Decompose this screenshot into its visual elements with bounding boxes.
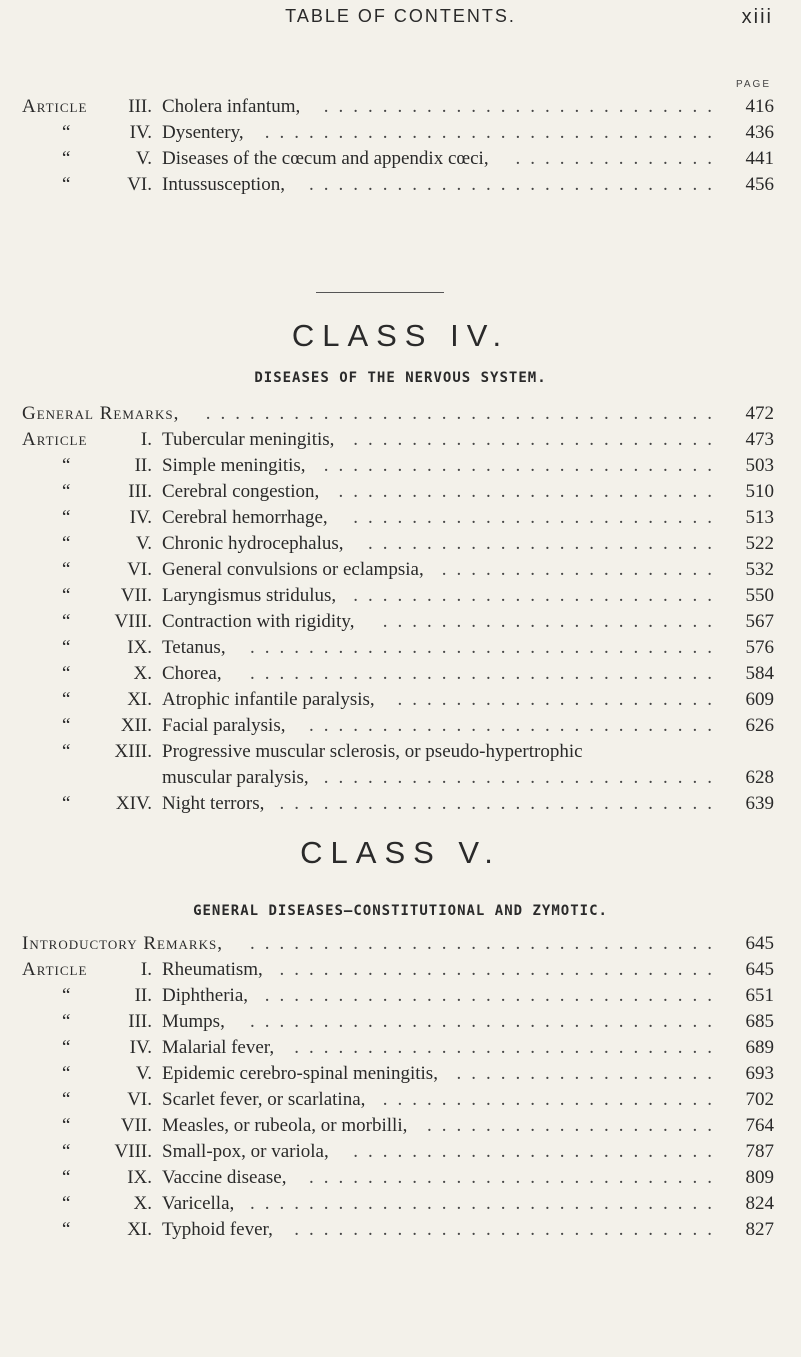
entry-label: “ <box>62 174 71 195</box>
entry-page: 689 <box>745 1037 774 1058</box>
entry-label: “ <box>62 689 71 710</box>
entry-page: 628 <box>745 767 774 788</box>
entry-page: 702 <box>745 1089 774 1110</box>
entry-label: “ <box>62 985 71 1006</box>
intro-page: 645 <box>745 933 774 954</box>
leader-dots: ......................... <box>353 429 722 450</box>
leader-dots: ............................. <box>294 1037 722 1058</box>
entry-page: 639 <box>745 793 774 814</box>
entry-title: Cerebral hemorrhage, <box>162 507 328 528</box>
class5-subheading: GENERAL DISEASES—CONSTITUTIONAL AND ZYMOTIC. <box>193 903 608 919</box>
toc-entry <box>22 661 774 687</box>
entry-number: IV. <box>129 1037 152 1058</box>
entry-number: VI. <box>127 174 152 195</box>
toc-entry <box>22 791 774 817</box>
leader-dots: ................................... <box>205 403 722 424</box>
entry-number: VII. <box>120 1115 152 1136</box>
toc-entry <box>22 505 774 531</box>
running-title: TABLE OF CONTENTS. <box>285 6 516 26</box>
entry-number: VIII. <box>114 1141 152 1162</box>
entry-title: Night terrors, <box>162 793 265 814</box>
leader-dots: ....................... <box>382 611 722 632</box>
leader-dots: ........................ <box>368 533 722 554</box>
leader-dots: .................. <box>456 1063 722 1084</box>
class4-heading: CLASS IV. <box>291 318 510 353</box>
entry-number: XI. <box>127 1219 152 1240</box>
leader-dots: ................................ <box>250 933 722 954</box>
toc-entry <box>22 765 774 791</box>
entry-page: 576 <box>745 637 774 658</box>
toc-entry <box>22 1139 774 1165</box>
divider-rule <box>316 292 444 293</box>
entry-title: Typhoid fever, <box>162 1219 273 1240</box>
toc-entry <box>22 1191 774 1217</box>
entry-number: X. <box>133 663 152 684</box>
entry-number: IV. <box>129 507 152 528</box>
entry-page: 764 <box>745 1115 774 1136</box>
toc-entry <box>22 453 774 479</box>
toc-entry <box>22 120 774 146</box>
toc-entry <box>22 94 774 120</box>
entry-title: Measles, or rubeola, or morbilli, <box>162 1115 408 1136</box>
entry-title: muscular paralysis, <box>162 767 309 788</box>
toc-entry <box>22 713 774 739</box>
entry-page: 550 <box>745 585 774 606</box>
entry-number: V. <box>135 1063 152 1084</box>
toc-entry <box>22 146 774 172</box>
class4-intro-row <box>22 401 774 427</box>
entry-label: “ <box>62 1011 71 1032</box>
leader-dots: .............................. <box>279 959 722 980</box>
entry-number: IX. <box>127 1167 152 1188</box>
leader-dots: ............................ <box>309 1167 722 1188</box>
toc-entry <box>22 1061 774 1087</box>
entry-label: “ <box>62 585 71 606</box>
toc-entry <box>22 531 774 557</box>
entry-number: VI. <box>127 1089 152 1110</box>
entry-label: “ <box>62 1037 71 1058</box>
entry-title: Tubercular meningitis, <box>162 429 335 450</box>
entry-number: V. <box>135 148 152 169</box>
entry-page: 626 <box>745 715 774 736</box>
entry-page: 824 <box>745 1193 774 1214</box>
entry-title: Malarial fever, <box>162 1037 275 1058</box>
leader-dots: ...................... <box>397 689 722 710</box>
entry-page: 532 <box>745 559 774 580</box>
toc-entry <box>22 557 774 583</box>
toc-entry <box>22 479 774 505</box>
entry-label: “ <box>62 122 71 143</box>
entry-title: Facial paralysis, <box>162 715 286 736</box>
entry-number: VIII. <box>114 611 152 632</box>
entry-number: II. <box>134 455 152 476</box>
intro-title: Introductory Remarks, <box>22 933 223 954</box>
entry-page: 685 <box>745 1011 774 1032</box>
entry-number: III. <box>128 481 152 502</box>
leader-dots: ......................... <box>353 1141 722 1162</box>
toc-entry <box>22 739 774 765</box>
toc-entry <box>22 609 774 635</box>
entry-title: Chorea, <box>162 663 222 684</box>
entry-page: 645 <box>745 959 774 980</box>
toc-entry <box>22 983 774 1009</box>
leader-dots: ................................ <box>250 1011 722 1032</box>
entry-title: Epidemic cerebro-spinal meningitis, <box>162 1063 438 1084</box>
toc-entry <box>22 1165 774 1191</box>
entry-number: I. <box>140 429 152 450</box>
entry-page: 809 <box>745 1167 774 1188</box>
toc-entry <box>22 687 774 713</box>
entry-number: IV. <box>129 122 152 143</box>
entry-page: 651 <box>745 985 774 1006</box>
entry-label: “ <box>62 481 71 502</box>
entry-number: IX. <box>127 637 152 658</box>
toc-entry <box>22 635 774 661</box>
leader-dots: ............................ <box>309 174 722 195</box>
toc-entry <box>22 1217 774 1243</box>
entry-number: XI. <box>127 689 152 710</box>
entry-page: 522 <box>745 533 774 554</box>
entry-page: 510 <box>745 481 774 502</box>
toc-entry <box>22 1113 774 1139</box>
entry-page: 693 <box>745 1063 774 1084</box>
entry-title: Varicella, <box>162 1193 235 1214</box>
entry-label: Article <box>22 429 88 450</box>
entry-title: Small-pox, or variola, <box>162 1141 329 1162</box>
leader-dots: ................................ <box>250 663 722 684</box>
leader-dots: ................................ <box>250 1193 722 1214</box>
entry-label: “ <box>62 793 71 814</box>
entry-title: General convulsions or eclampsia, <box>162 559 424 580</box>
entry-label: “ <box>62 1219 71 1240</box>
entry-label: “ <box>62 1115 71 1136</box>
entry-number: XIII. <box>114 741 152 762</box>
entry-title: Cholera infantum, <box>162 96 301 117</box>
entry-title: Cerebral congestion, <box>162 481 320 502</box>
entry-title: Vaccine disease, <box>162 1167 287 1188</box>
entry-title: Diphtheria, <box>162 985 249 1006</box>
entry-title: Simple meningitis, <box>162 455 306 476</box>
entry-page: 441 <box>745 148 774 169</box>
leader-dots: .................... <box>427 1115 722 1136</box>
entry-page: 513 <box>745 507 774 528</box>
entry-number: XII. <box>120 715 152 736</box>
toc-entry <box>22 172 774 198</box>
page-column-label: PAGE <box>735 79 771 90</box>
leader-dots: ................... <box>441 559 722 580</box>
class5-intro-row <box>22 931 774 957</box>
entry-page: 436 <box>745 122 774 143</box>
leader-dots: ............................... <box>264 122 722 143</box>
entry-number: XIV. <box>115 793 152 814</box>
entry-page: 416 <box>745 96 774 117</box>
entry-title: Mumps, <box>162 1011 225 1032</box>
entry-label: “ <box>62 1193 71 1214</box>
leader-dots: .............................. <box>279 793 722 814</box>
entry-label: “ <box>62 148 71 169</box>
entry-title: Dysentery, <box>162 122 244 143</box>
entry-page: 827 <box>745 1219 774 1240</box>
toc-entry <box>22 1087 774 1113</box>
entry-label: “ <box>62 611 71 632</box>
leader-dots: ....................... <box>382 1089 722 1110</box>
entry-number: V. <box>135 533 152 554</box>
toc-entry <box>22 427 774 453</box>
leader-dots: ........................... <box>323 767 722 788</box>
entry-number: II. <box>134 985 152 1006</box>
entry-label: “ <box>62 715 71 736</box>
leader-dots: ........................... <box>323 455 722 476</box>
entry-label: “ <box>62 1167 71 1188</box>
entry-label: “ <box>62 533 71 554</box>
leader-dots: ............................. <box>294 1219 722 1240</box>
class4-subheading: DISEASES OF THE NERVOUS SYSTEM. <box>254 370 547 386</box>
entry-number: VI. <box>127 559 152 580</box>
entry-number: I. <box>140 959 152 980</box>
toc-entry <box>22 583 774 609</box>
toc-entry <box>22 957 774 983</box>
entry-title: Atrophic infantile paralysis, <box>162 689 375 710</box>
entry-label: “ <box>62 1063 71 1084</box>
entry-title: Intussusception, <box>162 174 285 195</box>
leader-dots: .............. <box>515 148 722 169</box>
leader-dots: ................................ <box>250 637 722 658</box>
intro-title: General Remarks, <box>22 403 180 424</box>
entry-title: Tetanus, <box>162 637 226 658</box>
entry-title: Contraction with rigidity, <box>162 611 355 632</box>
entry-label: “ <box>62 1089 71 1110</box>
leader-dots: ............................ <box>309 715 722 736</box>
entry-page: 567 <box>745 611 774 632</box>
toc-entry <box>22 1035 774 1061</box>
page-folio: xiii <box>741 6 773 28</box>
entry-label: “ <box>62 1141 71 1162</box>
entry-title: Rheumatism, <box>162 959 263 980</box>
entry-page: 473 <box>745 429 774 450</box>
leader-dots: ........................... <box>323 96 722 117</box>
entry-title: Diseases of the cœcum and appendix cœci, <box>162 148 489 169</box>
entry-number: III. <box>128 96 152 117</box>
entry-number: III. <box>128 1011 152 1032</box>
class5-heading: CLASS V. <box>300 835 501 870</box>
entry-label: “ <box>62 637 71 658</box>
entry-page: 787 <box>745 1141 774 1162</box>
running-head <box>0 6 801 36</box>
entry-label: “ <box>62 741 71 762</box>
entry-page: 584 <box>745 663 774 684</box>
entry-title: Scarlet fever, or scarlatina, <box>162 1089 366 1110</box>
leader-dots: .......................... <box>338 481 722 502</box>
entry-page: 503 <box>745 455 774 476</box>
entry-label: “ <box>62 559 71 580</box>
leader-dots: ......................... <box>353 585 722 606</box>
entry-number: VII. <box>120 585 152 606</box>
entry-label: “ <box>62 507 71 528</box>
entry-page: 609 <box>745 689 774 710</box>
leader-dots: ............................... <box>264 985 722 1006</box>
toc-entry <box>22 1009 774 1035</box>
leader-dots: ......................... <box>353 507 722 528</box>
entry-number: X. <box>133 1193 152 1214</box>
entry-title: Progressive muscular sclerosis, or pseudo-hypertrophic <box>162 741 583 762</box>
intro-page: 472 <box>745 403 774 424</box>
entry-label: “ <box>62 663 71 684</box>
entry-title: Chronic hydrocephalus, <box>162 533 344 554</box>
entry-label: Article <box>22 959 88 980</box>
entry-label: Article <box>22 96 88 117</box>
entry-label: “ <box>62 455 71 476</box>
entry-title: Laryngismus stridulus, <box>162 585 337 606</box>
entry-page: 456 <box>745 174 774 195</box>
